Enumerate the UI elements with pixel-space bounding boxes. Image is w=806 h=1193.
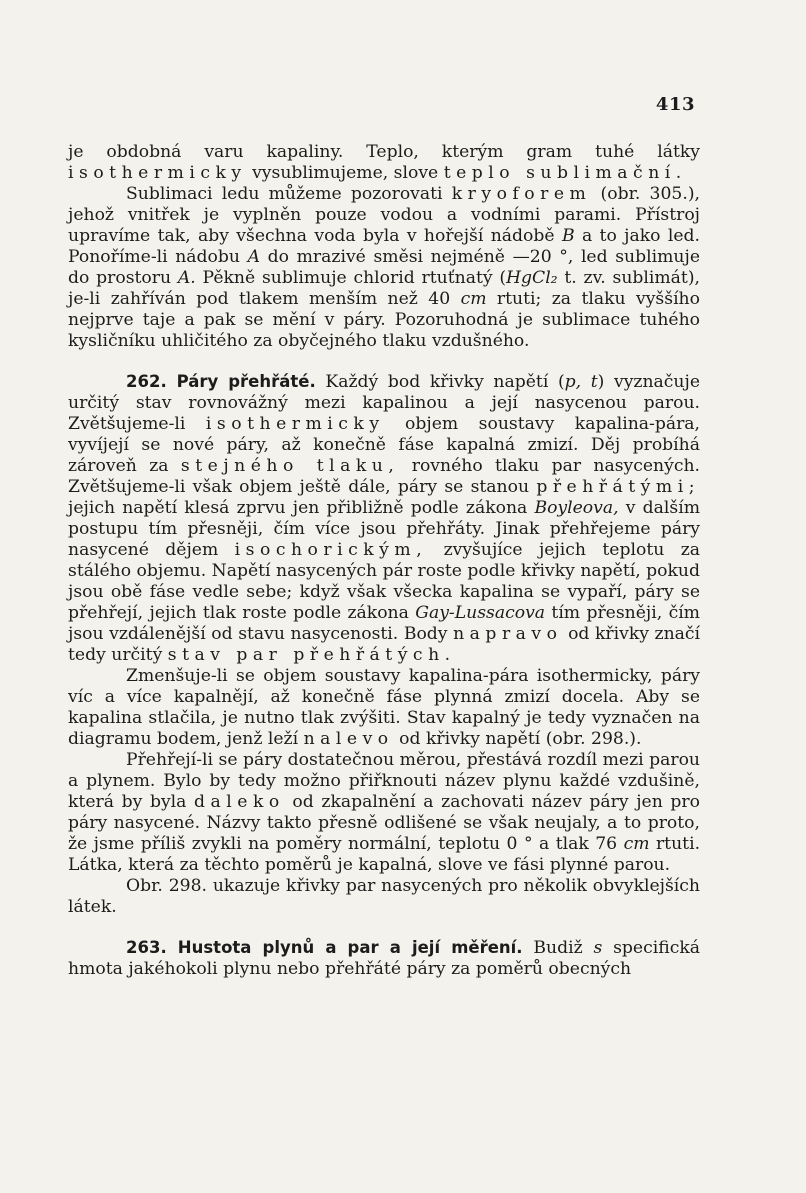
text-run: ) vyznačuje určitý stav rovnovážný mezi kapalinou a její nasycenou parou. Zvětšujeme-li xyxy=(68,372,700,434)
text-run: do mrazivé směsi nejméně —20 °, led sublimuje do prostoru xyxy=(68,247,700,288)
text-run: je obdobná varu kapaliny. Teplo, kterým gram tuhé látky xyxy=(68,142,700,162)
text-run: objem soustavy kapalina-pára, vyvíjejí se nové páry, až konečně fáse kapalná zmizí. Děj probíhá zároveň za xyxy=(68,414,700,476)
text-run: od zkapalnění a zachovati název páry jen pro páry nasycené. Názvy takto přesně odlišené se však neujaly, a to proto, že jsme příliš zvykli na poměry normální, teplotu 0 ° a tlak 76 xyxy=(68,792,700,854)
text-run: Zmenšuje-li se objem soustavy kapalina-pára isothermicky, páry víc a více kapalnějí, až konečně fáse plynná zmizí docela. Aby se kapalina stlačila, je nutno tlak zvýšiti. Stav kapalný je tedy vyznačen na diagramu bodem, jenž leží xyxy=(68,666,700,749)
text-run: rtuti; za tlaku vyššího nejprve taje a pak se mění v páry. Pozoruhodná je sublimace tuhého kysličníku uhličitého za obyčejného tlaku vzdušného. xyxy=(68,289,700,351)
spaced-term: isothermicky xyxy=(68,163,247,183)
intro-paragraph-2 xyxy=(68,184,700,352)
spaced-term: přehřátými; xyxy=(536,477,700,497)
text-run: (obr. 305.), jehož vnitřek je vyplněn pouze vodou a vodními parami. Přístroj upravíme tak, aby všechna voda byla v hořejší nádobě xyxy=(68,184,700,246)
spaced-term: isochorickým, xyxy=(234,540,428,560)
text-run: zvyšujíce jejich teplotu za stálého objemu. Napětí nasycených pár roste podle křivky napětí, pokud jsou obě fáse vedle sebe; když však všecka kapalina se vypaří, páry se přehřejí, jejich tlak roste podle zákona xyxy=(68,540,701,623)
section-262-paragraph-2 xyxy=(68,666,700,750)
text-run: t. zv. sublimát), je-li zahříván pod tlakem menším než 40 xyxy=(68,268,701,309)
spaced-term: stejného tlaku, xyxy=(180,456,400,476)
text-run: vysublimujeme, slove xyxy=(252,163,439,183)
spaced-term: napravo xyxy=(453,624,563,644)
italic-symbol: A xyxy=(247,247,261,267)
section-263-paragraph-1 xyxy=(68,937,700,980)
italic-name: Boyleova, xyxy=(534,498,619,518)
text-run: Každý bod křivky napětí ( xyxy=(325,372,565,392)
text-run: tím přesněji, čím jsou vzdálenější od stavu nasycenosti. Body xyxy=(68,603,700,644)
text-run: specifická hmota jakéhokoli plynu nebo přehřáté páry za poměrů obecných xyxy=(68,938,700,979)
italic-symbol: A. xyxy=(177,268,196,288)
body-text xyxy=(68,142,700,980)
spaced-term: daleko xyxy=(194,792,285,812)
italic-symbol: s xyxy=(593,938,603,958)
text-run: Sublimaci ledu můžeme pozorovati xyxy=(126,184,443,204)
text-run: a to jako led. Ponoříme-li nádobu xyxy=(68,226,701,267)
italic-symbol: p, t xyxy=(564,372,598,392)
section-263-heading: 263. Hustota plynů a par a její měření. xyxy=(126,938,523,957)
italic-symbol: B xyxy=(561,226,575,246)
text-run: jejich napětí klesá zprvu jen přibližně podle zákona xyxy=(68,498,528,518)
page-number: 413 xyxy=(655,94,695,115)
text-run: Přehřejí-li se páry dostatečnou měrou, přestává rozdíl mezi parou a plynem. Bylo by tedy možno přiřknouti název plynu každé vzdušině, která by byla xyxy=(68,750,700,812)
text-run: rtuti. Látka, která za těchto poměrů je kapalná, slove ve fási plynné parou. xyxy=(68,834,701,875)
spaced-term: teplo sublimační. xyxy=(443,163,687,183)
text-run: Budiž xyxy=(533,938,583,958)
text-run: od křivky napětí (obr. 298.). xyxy=(399,729,642,749)
chemical-formula: HgCl₂ xyxy=(506,268,558,288)
text-run: od křivky značí tedy určitý xyxy=(68,624,701,665)
spaced-term: isothermicky xyxy=(205,414,385,434)
section-262-paragraph-3 xyxy=(68,750,700,876)
spaced-term: kryoforem xyxy=(451,184,592,204)
section-262-heading: 262. Páry přehřáté. xyxy=(126,372,316,391)
section-262-paragraph-1 xyxy=(68,371,700,666)
unit: cm xyxy=(460,289,487,309)
spaced-term: stav par přehřátých. xyxy=(167,645,456,665)
intro-paragraph-1 xyxy=(68,142,700,184)
text-run: rovného tlaku par nasycených. Zvětšujeme-li však objem ještě dále, páry se stanou xyxy=(68,456,700,497)
section-262-paragraph-4: Obr. 298. ukazuje křivky par nasycených pro několik obvyklejších látek. xyxy=(68,876,700,917)
unit: cm xyxy=(623,834,650,854)
text-run: Pěkně sublimuje chlorid rtuťnatý ( xyxy=(202,268,507,288)
spaced-term: nalevo xyxy=(303,729,394,749)
text-run: v dalším postupu tím přesněji, čím více jsou přehřáty. Jinak přehřejeme páry nasycené dějem xyxy=(68,498,700,560)
italic-name: Gay-Lussacova xyxy=(415,603,546,623)
